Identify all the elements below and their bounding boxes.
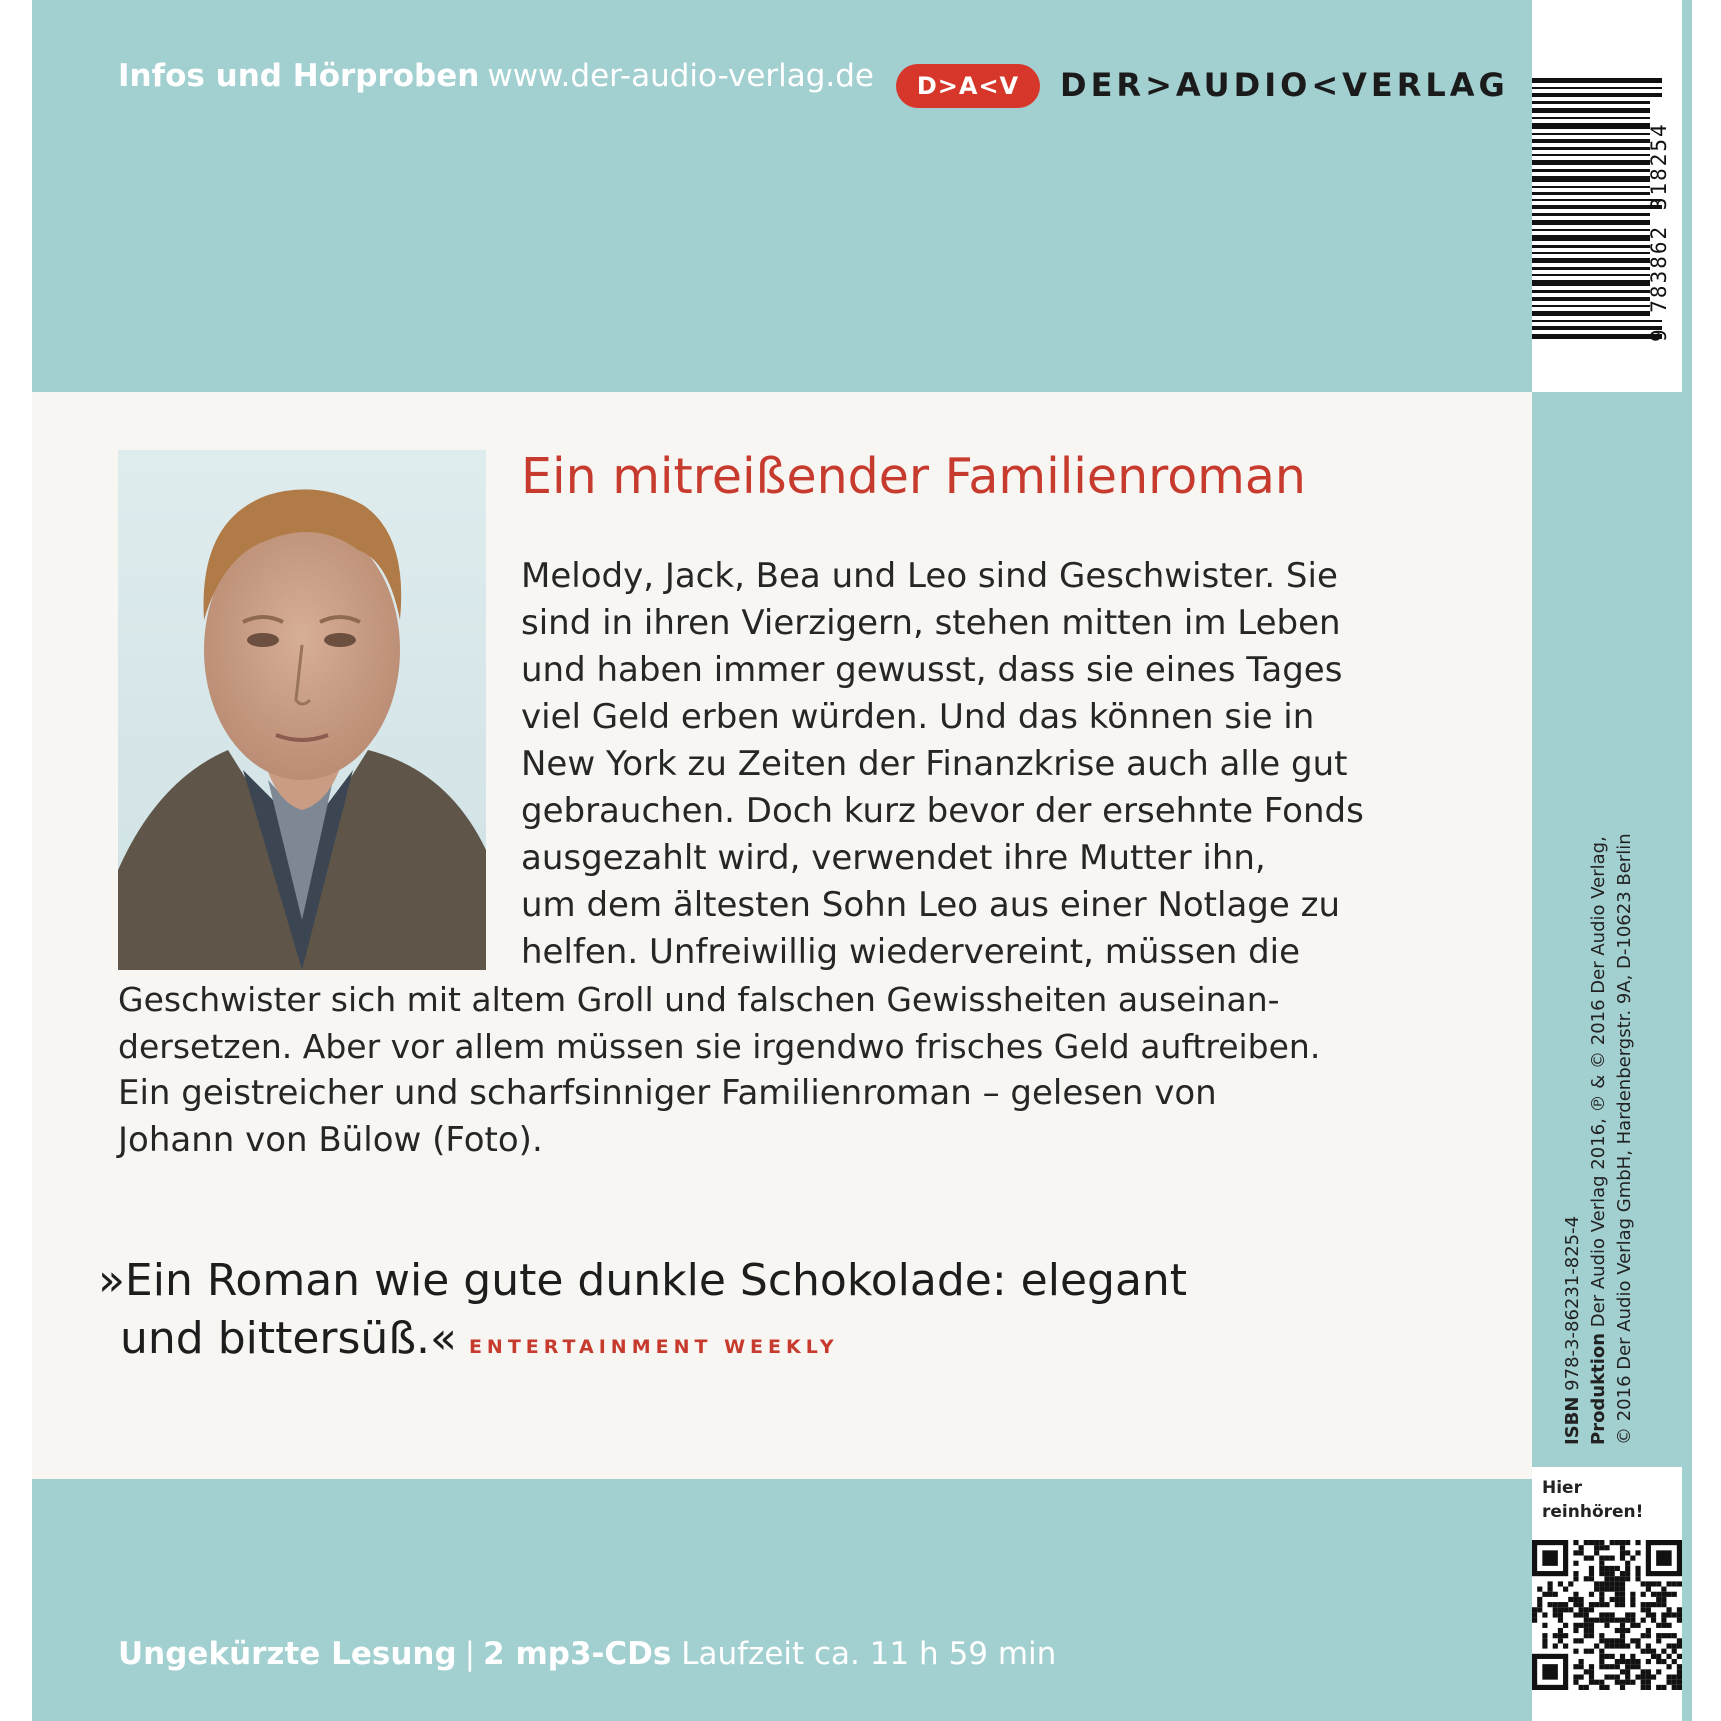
format-label: 2 mp3-CDs [483, 1636, 672, 1672]
separator: | [464, 1636, 476, 1672]
body-line: und haben immer gewusst, dass sie eines Tages [521, 650, 1343, 690]
press-quote [98, 1252, 1187, 1376]
narrator-photo [118, 450, 486, 970]
body-line: ausgezahlt wird, verwendet ihre Mutter ihn, [521, 838, 1266, 878]
quote-source: ENTERTAINMENT WEEKLY [468, 1336, 839, 1358]
quote-line: »Ein Roman wie gute dunkle Schokolade: elegant [98, 1255, 1188, 1306]
runtime-label: Laufzeit ca. 11 h 59 min [681, 1636, 1057, 1672]
website-link[interactable]: www.der-audio-verlag.de [487, 58, 874, 94]
barcode-digits [1638, 80, 1678, 342]
qr-label: Hier reinhören! [1542, 1478, 1644, 1522]
body-line: Ein geistreicher und scharfsinniger Familienroman – gelesen von [118, 1073, 1217, 1113]
body-line: Geschwister sich mit altem Groll und falschen Gewissheiten auseinan- [118, 980, 1280, 1019]
production-value: Der Audio Verlag 2016, ℗ & © 2016 Der Audio Verlag, [1588, 836, 1609, 1328]
body-line: helfen. Unfreiwillig wiedervereint, müssen die [521, 932, 1301, 972]
edition-label: Ungekürzte Lesung [118, 1636, 457, 1672]
spine-imprint [1560, 805, 1638, 1445]
dav-logo: D>A<V [896, 64, 1040, 108]
info-line [118, 58, 874, 94]
isbn-label: ISBN [1562, 1396, 1583, 1445]
copyright-line: © 2016 Der Audio Verlag GmbH, Hardenbergstr. 9A, D-10623 Berlin [1614, 833, 1635, 1445]
bottom-band [32, 1479, 1532, 1721]
body-line: Melody, Jack, Bea und Leo sind Geschwister. Sie [521, 556, 1338, 596]
info-label: Infos und Hörproben [118, 58, 480, 94]
body-line: New York zu Zeiten der Finanzkrise auch alle gut [521, 744, 1348, 784]
spine-edge [1682, 0, 1692, 1721]
body-line: Johann von Bülow (Foto). [118, 1120, 543, 1160]
body-line: gebrauchen. Doch kurz bevor der ersehnte Fonds [521, 791, 1364, 831]
body-line: viel Geld erben würden. Und das können sie in [521, 697, 1315, 737]
production-label: Produktion [1588, 1332, 1609, 1445]
body-line: sind in ihren Vierzigern, stehen mitten im Leben [521, 603, 1341, 643]
isbn-value: 978-3-86231-825-4 [1562, 1215, 1583, 1391]
publisher-wordmark: DER>AUDIO<VERLAG [1060, 66, 1509, 104]
headline: Ein mitreißender Familienroman [521, 448, 1306, 505]
svg-text:9 783862 318254: 9 783862 318254 [1647, 122, 1671, 342]
product-info [118, 1636, 1056, 1672]
body-line: dersetzen. Aber vor allem müssen sie irgendwo frisches Geld auftreiben. [118, 1027, 1321, 1066]
quote-line: und bittersüß.« [120, 1313, 457, 1364]
body-line: um dem ältesten Sohn Leo aus einer Notlage zu [521, 885, 1340, 925]
qr-code-icon[interactable] [1532, 1540, 1682, 1690]
